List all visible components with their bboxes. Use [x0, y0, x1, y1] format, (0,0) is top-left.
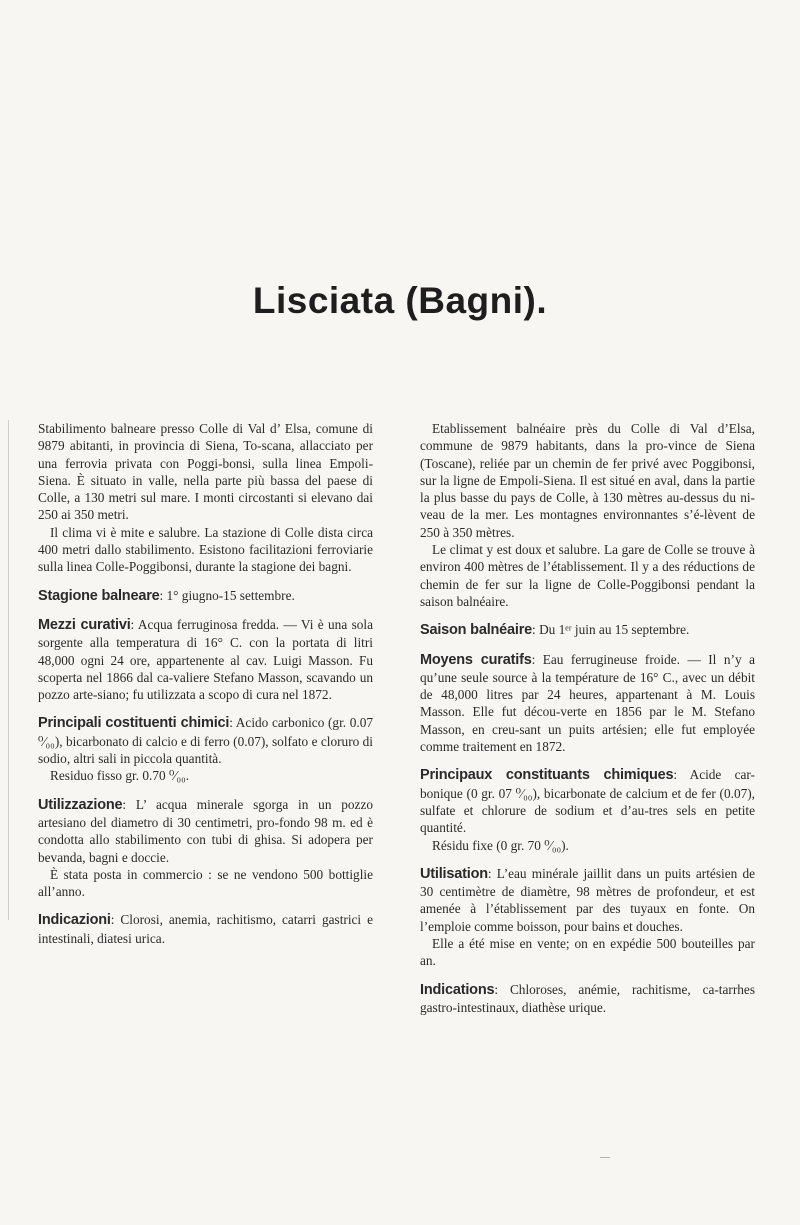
it-season: Stagione balneare: 1° giugno-15 settembre.: [38, 587, 295, 604]
footer-mark: —: [600, 1152, 610, 1163]
it-use-label: Utilizzazione: [38, 796, 123, 813]
it-intro-1: Stabilimento balneare presso Colle di Val d’ Elsa, comune di 9879 abitanti, in provincia di Siena, To-scana, allacciato per una ferrovia privata con Poggi-bonsi, sulla linea Empoli-Siena. È situato in valle, nella parte più bassa del paese di Colle, a 130 metri sul mare. I monti circostanti si elevano dai 250 ai 350 metri.: [38, 421, 373, 523]
it-residue: Residuo fisso gr. 0.70 ⁰⁄₀₀.: [50, 768, 190, 784]
fr-season-label: Saison balnéaire: [420, 622, 533, 639]
it-means: Mezzi curativi: Acqua ferruginosa fredda. — Vi è una sola sorgente alla temperatura di 16° C. con la portata di litri 48,000 ogni 24 ore, appartenente al cav. Luigi Masson. Fu scoperta nel 1866 dal ca-valiere Stefano Masson, scavando un pozzo arte-siano; fu utilizzata a scopo di cura nel 1872.: [38, 616, 373, 703]
it-season-label: Stagione balneare: [38, 587, 160, 604]
fr-use-label: Utilisation: [420, 865, 488, 882]
fr-indications: Indications: Chloroses, anémie, rachitisme, ca-tarrhes gastro-intestinaux, diathèse urique.: [420, 981, 755, 1015]
page-title: Lisciata (Bagni).: [252, 280, 548, 321]
it-ind-label: Indicazioni: [38, 912, 111, 929]
fr-means: Moyens curatifs: Eau ferrugineuse froide. — Il n’y a qu’une seule source à la température de 16° C., avec un débit de 48,000 litres par 24 heures, appartenant à M. Louis Masson. Elle fut décou-verte en 1856 par le M. Stefano Masson, en creu-sant un puits artésien; elle fut employée comme traitement en 1872.: [420, 651, 755, 755]
it-chem-label: Principali costituenti chimici: [38, 715, 230, 732]
fr-ind-label: Indications: [420, 981, 495, 998]
french-column: [420, 420, 755, 1016]
fr-means-label: Moyens curatifs: [420, 651, 532, 668]
it-use: Utilizzazione: L’ acqua minerale sgorga in un pozzo artesiano del diametro di 30 centimetri, pro-fondo 98 m. ed è condotta allo stabilimento con tubi di ghisa. Si adopera per bevanda, bagni e doccie.: [38, 796, 373, 865]
it-intro-2: Il clima vi è mite e salubre. La stazione di Colle dista circa 400 metri dallo stabilimento. Esistono facilitazioni ferroviarie sulla linea Colle-Poggibonsi, durante la stagione dei bagni.: [38, 524, 373, 575]
it-use-2: È stata posta in commercio : se ne vendono 500 bottiglie all’anno.: [38, 866, 373, 900]
fr-chem: Principaux constituants chimiques: Acide car-bonique (0 gr. 07 ⁰⁄₀₀), bicarbonate de calcium et de fer (0.07), sulfate et chlorure de sodium et d’au-tres sels en petite quantité.: [420, 767, 755, 836]
margin-line: [8, 420, 9, 920]
fr-use: Utilisation: L’eau minérale jaillit dans un puits artésien de 30 centimètre de diamètre, 98 mètres de profondeur, et est amenée à l’établissement par des tuyaux en fonte. On l’emploie comme boisson, pour bains et douches.: [420, 865, 755, 934]
fr-intro-1: Etablissement balnéaire près du Colle di Val d’Elsa, commune de 9879 habitants, dans la pro-vince de Siena (Toscane), reliée par un chemin de fer privé avec Poggibonsi, sur la ligne de Empoli-Siena. Il est situé en aval, dans la partie la plus basse du pays de Colle, à 130 mètres au-dessus du ni-veau de la mer. Les montagnes environnantes s’é-lèvent de 250 à 350 mètres.: [420, 421, 755, 540]
it-chem: Principali costituenti chimici: Acido carbonico (gr. 0.07 ⁰⁄₀₀), bicarbonato di calcio e di ferro (0.07), solfato e cloruro di sodio, altri sali in piccola quantità.: [38, 715, 373, 767]
it-indications: Indicazioni: Clorosi, anemia, rachitismo, catarri gastrici e intestinali, diatesi urica.: [38, 912, 373, 946]
fr-residue: Résidu fixe (0 gr. 70 ⁰⁄₀₀).: [432, 837, 569, 853]
it-means-label: Mezzi curativi: [38, 616, 131, 633]
italian-column: [38, 420, 373, 947]
fr-chem-label: Principaux constituants chimiques: [420, 767, 674, 784]
fr-intro-2: Le climat y est doux et salubre. La gare de Colle se trouve à environ 400 mètres de l’établissement. Il y a des réductions de chemin de fer sur la ligne de Colle-Poggibonsi pendant la saison balnéaire.: [420, 542, 755, 609]
fr-season: Saison balnéaire: Du 1ᵉʳ juin au 15 septembre.: [420, 622, 690, 639]
fr-use-2: Elle a été mise en vente; on en expédie 500 bouteilles par an.: [420, 936, 755, 969]
